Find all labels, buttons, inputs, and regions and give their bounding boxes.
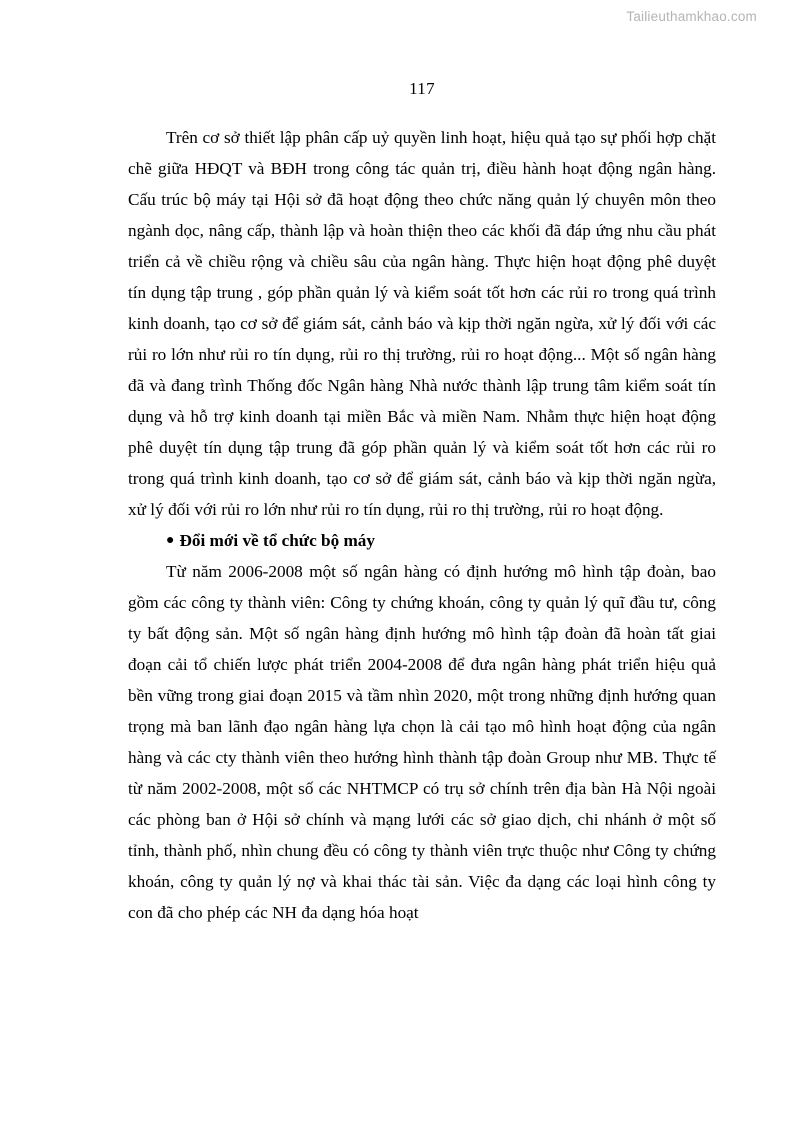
page-content xyxy=(128,78,716,928)
watermark-text: Tailieuthamkhao.com xyxy=(626,9,757,24)
section-heading-1 xyxy=(128,525,716,556)
bullet-icon: ● xyxy=(166,533,175,548)
body-paragraph-1: Trên cơ sở thiết lập phân cấp uỷ quyền linh hoạt, hiệu quả tạo sự phối hợp chặt chẽ giữa HĐQT và BĐH trong công tác quản trị, điều hành hoạt động ngân hàng. Cấu trúc bộ máy tại Hội sở đã hoạt động theo chức năng quản lý chuyên môn theo ngành dọc, nâng cấp, thành lập và hoàn thiện theo các khối đã đáp ứng nhu cầu phát triển cả về chiều rộng và chiều sâu của ngân hàng. Thực hiện hoạt động phê duyệt tín dụng tập trung , góp phần quản lý và kiểm soát tốt hơn các rủi ro trong quá trình kinh doanh, tạo cơ sở để giám sát, cảnh báo và kịp thời ngăn ngừa, xử lý đối với các rủi ro lớn như rủi ro tín dụng, rủi ro thị trường, rủi ro hoạt động... Một số ngân hàng đã và đang trình Thống đốc Ngân hàng Nhà nước thành lập trung tâm kiểm soát tín dụng và hỗ trợ kinh doanh tại miền Bắc và miền Nam. Nhằm thực hiện hoạt động phê duyệt tín dụng tập trung đã góp phần quản lý và kiểm soát tốt hơn các rủi ro trong quá trình kinh doanh, tạo cơ sở để giám sát, cảnh báo và kịp thời ngăn ngừa, xử lý đối với rủi ro lớn như rủi ro tín dụng, rủi ro thị trường, rủi ro hoạt động. xyxy=(128,128,716,519)
body-paragraph-2: Từ năm 2006-2008 một số ngân hàng có định hướng mô hình tập đoàn, bao gồm các công ty thành viên: Công ty chứng khoán, công ty quản lý quĩ đầu tư, công ty bất động sản. Một số ngân hàng định hướng mô hình tập đoàn đã hoàn tất giai đoạn cải tổ chiến lược phát triển 2004-2008 để đưa ngân hàng phát triển hiệu quả bền vững trong giai đoạn 2015 và tầm nhìn 2020, một trong những định hướng quan trọng mà ban lãnh đạo ngân hàng lựa chọn là cải tạo mô hình hoạt động của ngân hàng và các cty thành viên theo hướng hình thành tập đoàn Group như MB. Thực tế từ năm 2002-2008, một số các NHTMCP có trụ sở chính trên địa bàn Hà Nội ngoài các phòng ban ở Hội sở chính và mạng lưới các sở giao dịch, chi nhánh ở một số tỉnh, thành phố, nhìn chung đều có công ty thành viên trực thuộc như Công ty chứng khoán, công ty quản lý nợ và khai thác tài sản. Việc đa dạng các loại hình công ty con đã cho phép các NH đa dạng hóa hoạt xyxy=(128,562,716,922)
section-heading-1-label: Đổi mới về tổ chức bộ máy xyxy=(179,531,375,550)
page-number: 117 xyxy=(409,79,435,98)
